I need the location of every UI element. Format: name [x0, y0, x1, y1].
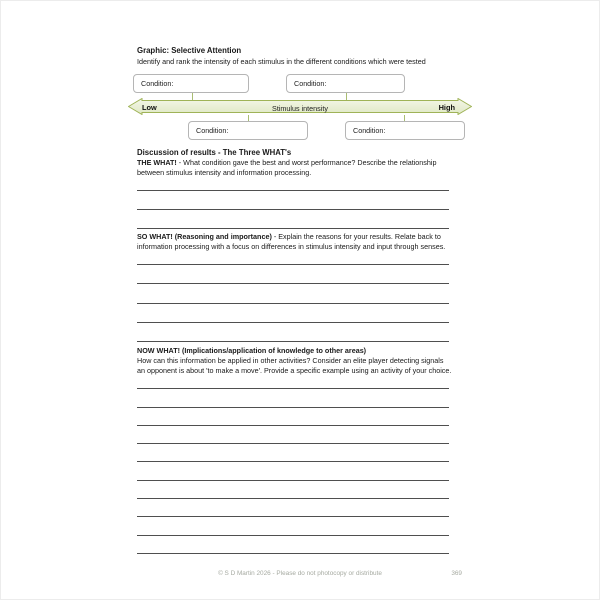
worksheet-title: Graphic: Selective Attention — [137, 46, 242, 55]
condition-box-bottom-right — [345, 121, 465, 140]
axis-high-label: High — [438, 103, 455, 112]
condition-box-bottom-left — [188, 121, 308, 140]
now-what-text: How can this information be applied in other activities? Consider an elite player detecting signals an opponent is about 'to make a move'. Provide a specific example using an activity of your choice. — [137, 356, 452, 375]
condition-box-top-left — [133, 74, 249, 93]
answer-line — [137, 304, 449, 323]
answer-line — [137, 517, 449, 535]
condition-label: Condition: — [196, 126, 229, 135]
answer-line — [137, 536, 449, 554]
answer-line — [137, 499, 449, 517]
so-what-answer-lines — [137, 246, 449, 342]
copyright-text: © S D Martin 2026 - Please do not photocopy or distribute — [218, 570, 382, 577]
answer-line — [137, 426, 449, 444]
answer-line — [137, 191, 449, 210]
condition-box-top-right — [286, 74, 405, 93]
answer-line — [137, 389, 449, 407]
the-what-text: - What condition gave the best and worst performance? Describe the relationship between stimulus intensity and information processing. — [137, 158, 437, 177]
stimulus-intensity-axis — [128, 98, 472, 115]
instructions-text: Identify and rank the intensity of each stimulus in the different conditions which were tested — [137, 57, 426, 66]
answer-line — [137, 462, 449, 480]
so-what-text: - Explain the reasons for your results. Relate back to information processing with a focus on differences in stimulus intensity and input through senses. — [137, 232, 446, 251]
now-what-lead: NOW WHAT! (Implications/application of knowledge to other areas) — [137, 346, 367, 355]
answer-line — [137, 265, 449, 284]
the-what-answer-lines — [137, 172, 449, 229]
answer-line — [137, 246, 449, 265]
answer-line — [137, 481, 449, 499]
axis-title: Stimulus intensity — [272, 103, 328, 113]
answer-line — [137, 284, 449, 303]
answer-line — [137, 210, 449, 229]
axis-low-label: Low — [142, 103, 157, 112]
answer-line — [137, 408, 449, 426]
discussion-heading: Discussion of results - The Three WHAT's — [137, 148, 292, 157]
answer-line — [137, 323, 449, 342]
the-what-lead: THE WHAT! — [137, 158, 177, 167]
answer-line — [137, 172, 449, 191]
page-footer — [120, 570, 480, 577]
now-what-answer-lines — [137, 371, 449, 554]
condition-label: Condition: — [141, 79, 174, 88]
answer-line — [137, 371, 449, 389]
condition-label: Condition: — [294, 79, 327, 88]
answer-line — [137, 444, 449, 462]
condition-label: Condition: — [353, 126, 386, 135]
page-number: 369 — [451, 570, 462, 577]
so-what-lead: SO WHAT! (Reasoning and importance) — [137, 232, 272, 241]
